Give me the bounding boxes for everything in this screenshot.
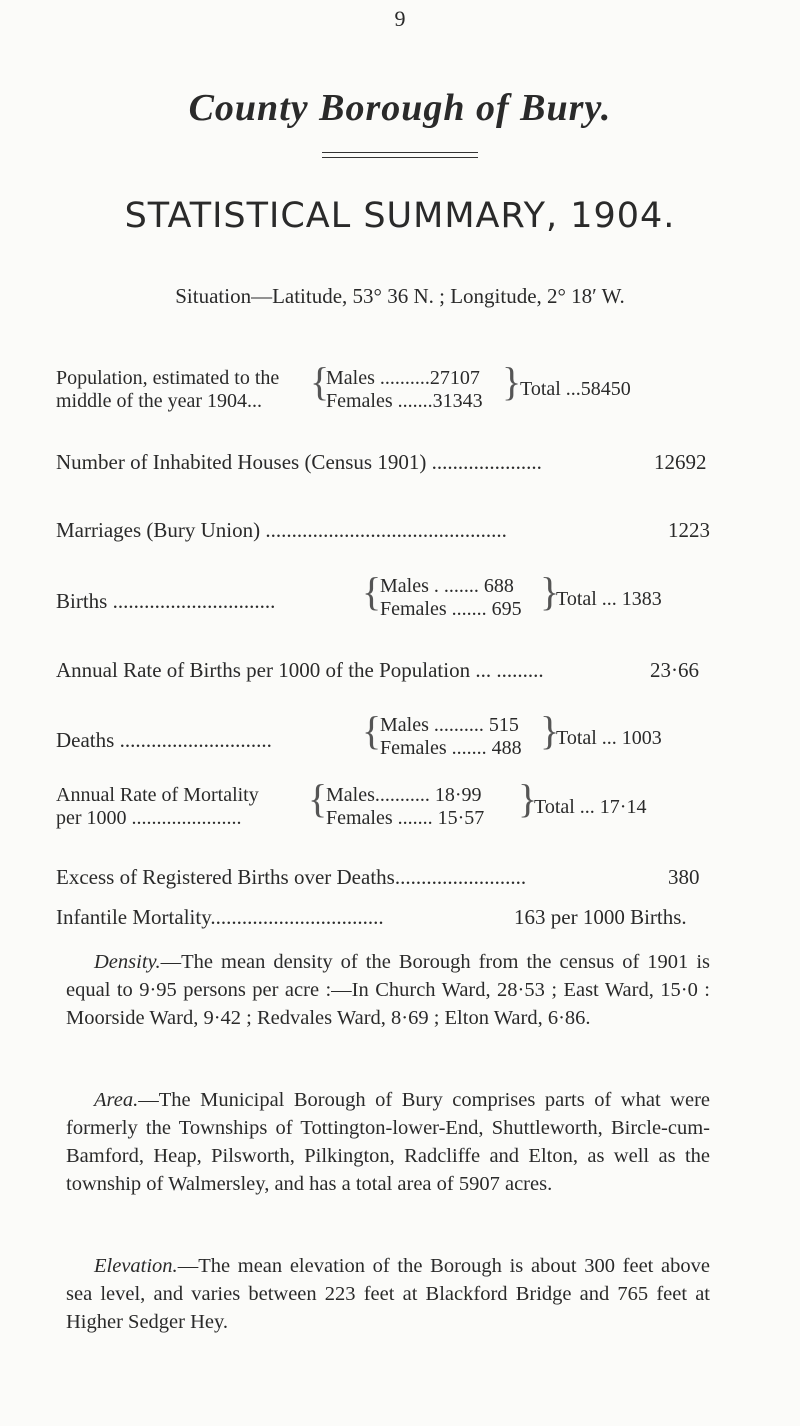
deaths-label: Deaths ............................. [56, 728, 272, 752]
births-total: Total ... 1383 [556, 588, 662, 610]
birth-rate-label: Annual Rate of Births per 1000 of the Population ... ......... [56, 658, 544, 682]
population-label-1: Population, estimated to the [56, 367, 280, 389]
deaths-females: Females ....... 488 [380, 737, 522, 759]
page-title: County Borough of Bury. [188, 87, 612, 129]
deaths-brace-left: { [362, 708, 382, 753]
mortality-brace-left: { [308, 776, 328, 821]
deaths-males: Males .......... 515 [380, 714, 519, 736]
page-number: 9 [394, 6, 406, 31]
mortality-males: Males........... 18·99 [326, 784, 482, 806]
elevation-text: —The mean elevation of the Borough is about 300 feet above sea level, and varies between 223 feet at Blackford Bridge and 765 feet at Higher Sedger Hey. [66, 1255, 710, 1333]
birth-rate-value: 23·66 [650, 658, 699, 682]
houses-value: 12692 [654, 450, 707, 474]
mortality-females: Females ....... 15·57 [326, 807, 485, 829]
marriages-label: Marriages (Bury Union) .............................................. [56, 518, 507, 542]
population-males: Males ..........27107 [326, 367, 480, 389]
births-brace-left: { [362, 569, 382, 614]
population-label-2: middle of the year 1904... [56, 390, 263, 412]
deaths-brace-right: } [540, 708, 560, 753]
title-rule-top [322, 152, 478, 153]
section-heading: STATISTICAL SUMMARY, 1904. [124, 196, 676, 236]
situation-line: Situation—Latitude, 53° 36 N. ; Longitude, 2° 18′ W. [175, 284, 625, 308]
infantile-value: 163 per 1000 Births. [514, 905, 687, 929]
area-lead: Area. [94, 1089, 139, 1111]
area-paragraph [66, 1086, 710, 1198]
mortality-label-1: Annual Rate of Mortality [56, 784, 259, 806]
births-brace-right: } [540, 569, 560, 614]
excess-value: 380 [668, 865, 700, 889]
density-paragraph [66, 948, 710, 1032]
population-females: Females .......31343 [326, 390, 483, 412]
area-text: —The Municipal Borough of Bury comprises parts of what were formerly the Townships of Tottington-lower-End, Shuttleworth, Bircle-cum-Bamford, Heap, Pilsworth, Pilkington, Radcliffe and Elton, as well as the township of Walmersley, and has a total area of 5907 acres. [66, 1089, 710, 1195]
population-brace-left: { [310, 359, 330, 404]
marriages-value: 1223 [668, 518, 710, 542]
population-total: Total ...58450 [520, 378, 631, 400]
births-label: Births ............................... [56, 589, 276, 613]
deaths-total: Total ... 1003 [556, 727, 662, 749]
births-females: Females ....... 695 [380, 598, 522, 620]
elevation-lead: Elevation. [94, 1255, 178, 1277]
mortality-total: Total ... 17·14 [534, 796, 647, 818]
elevation-paragraph [66, 1252, 710, 1336]
houses-label: Number of Inhabited Houses (Census 1901) ..................... [56, 450, 542, 474]
mortality-label-2: per 1000 ...................... [56, 807, 242, 829]
infantile-label: Infantile Mortality................................. [56, 905, 384, 929]
density-text: —The mean density of the Borough from the census of 1901 is equal to 9·95 persons per acre :—In Church Ward, 28·53 ; East Ward, 15·0 : Moorside Ward, 9·42 ; Redvales Ward, 8·69 ; Elton Ward, 6·86. [66, 951, 710, 1029]
title-rule-bottom [322, 157, 478, 158]
mortality-brace-right: } [518, 776, 538, 821]
births-males: Males . ....... 688 [380, 575, 514, 597]
population-brace-right: } [502, 359, 522, 404]
excess-label: Excess of Registered Births over Deaths......................... [56, 865, 527, 889]
density-lead: Density. [94, 951, 161, 973]
